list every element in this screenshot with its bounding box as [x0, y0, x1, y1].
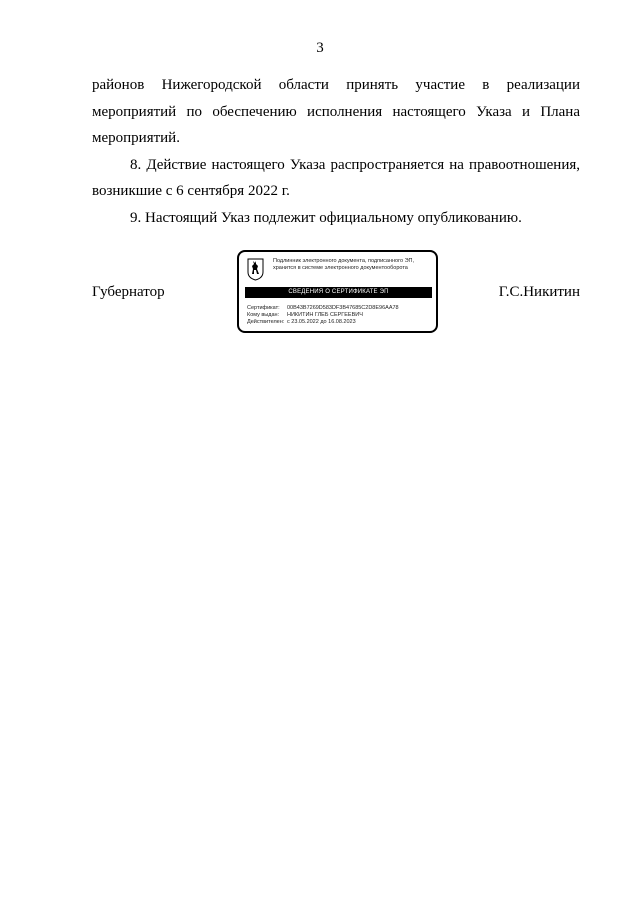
issued-to-row — [247, 312, 399, 319]
paragraph-item-9: 9. Настоящий Указ подлежит официальному опубликованию. — [130, 209, 522, 226]
certificate-row — [247, 305, 399, 312]
stamp-header-line: Подлинник электронного документа, подписанного ЭП, — [273, 258, 415, 264]
stamp-title-bar: СВЕДЕНИЯ О СЕРТИФИКАТЕ ЭП — [245, 287, 432, 298]
signatory-name: Г.С.Никитин — [498, 284, 580, 300]
stamp-details — [247, 305, 399, 326]
stamp-header — [273, 258, 433, 272]
coat-of-arms-icon — [247, 258, 264, 281]
paragraph-line: возникшие с 6 сентября 2022 г. — [92, 183, 290, 199]
signatory-title: Губернатор — [92, 284, 165, 300]
validity-label: Действителен: — [247, 319, 285, 325]
paragraph-item-8: 8. Действие настоящего Указа распространяется на правоотношения, — [130, 156, 580, 173]
electronic-signature-stamp — [237, 250, 438, 333]
issued-to-label: Кому выдан: — [247, 312, 280, 318]
certificate-label: Сертификат: — [247, 305, 280, 311]
paragraph-line: мероприятий по обеспечению исполнения настоящего Указа и Плана — [92, 103, 580, 120]
stamp-header-line: хранится в системе электронного документооборота — [273, 265, 408, 271]
document-body — [92, 72, 580, 231]
issued-to-value: НИКИТИН ГЛЕБ СЕРГЕЕВИЧ — [287, 312, 363, 318]
validity-row — [247, 319, 399, 326]
page-number: 3 — [316, 40, 324, 56]
paragraph-line: районов Нижегородской области принять участие в реализации — [92, 77, 580, 93]
validity-value: с 23.05.2022 до 16.08.2023 — [287, 319, 356, 325]
certificate-value: 00B43B7269D583DF3B47685C2D8E96AA78 — [287, 305, 399, 311]
paragraph-line: мероприятий. — [92, 130, 180, 146]
